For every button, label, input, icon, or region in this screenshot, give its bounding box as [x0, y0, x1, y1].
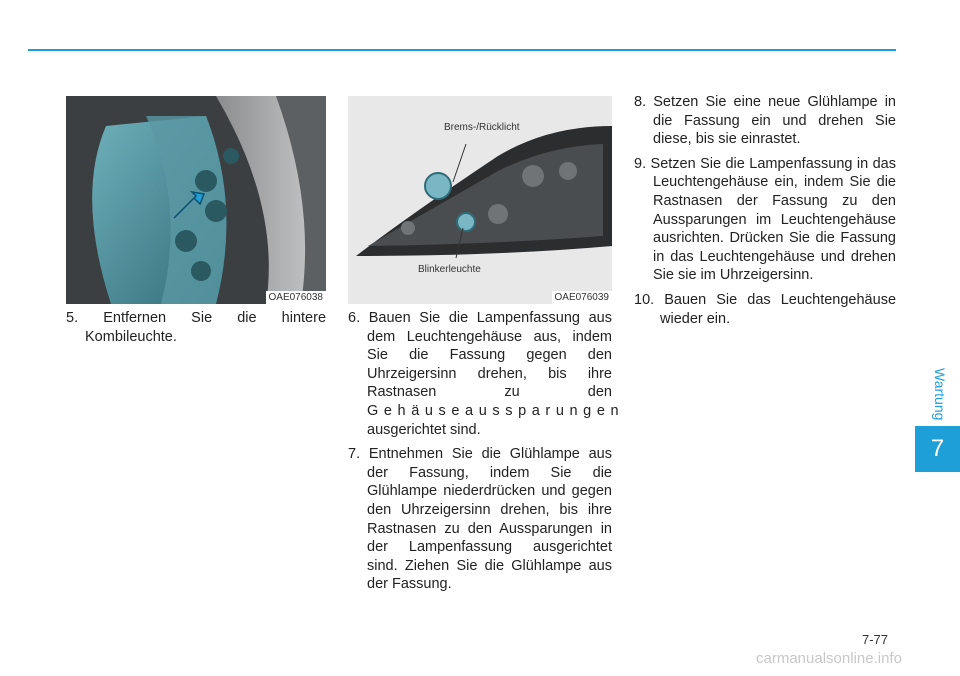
step-number: 10. — [634, 291, 655, 308]
figure-code: OAE076038 — [266, 291, 327, 304]
step-5 — [66, 309, 326, 346]
step-number: 5. — [66, 310, 79, 326]
step-text: Bauen Sie das Leuchtengehäuse wieder ein. — [660, 291, 897, 327]
step-8 — [634, 93, 896, 149]
step-9 — [634, 155, 896, 285]
callout-turn-signal: Blinkerleuchte — [418, 264, 481, 275]
rear-lamp-illustration — [66, 96, 326, 304]
step-10 — [634, 291, 896, 328]
step-number: 9. — [634, 155, 647, 172]
step-number: 8. — [634, 94, 647, 110]
step-number: 7. — [348, 446, 361, 463]
column-1 — [66, 309, 326, 352]
section-side-label: Wartung — [932, 367, 948, 421]
column-2 — [348, 309, 625, 600]
step-7 — [348, 445, 612, 594]
step-text: Bauen Sie die Lampenfassung aus dem Leuchtengehäuse aus, indem Sie die Fassung gegen den Uhrzeigersinn drehen, bis ihre Rastnasen zu den — [367, 310, 612, 401]
step-text: Entnehmen Sie die Glühlampe aus der Fassung, indem Sie die Glühlampe niederdrücken und gegen den Uhrzeigersinn drehen, bis ihre Rastnasen zu den Aussparungen in der Lampenfassung ausgerichtet sind. Ziehen Sie die Glühlampe aus der Fassung. — [367, 446, 613, 593]
footer-watermark: carmanualsonline.info — [756, 650, 902, 667]
figure-lamp-housing — [348, 96, 612, 304]
step-6 — [348, 309, 625, 439]
callout-brake-tail: Brems-/Rücklicht — [444, 122, 520, 133]
step-text-spaced: Gehäuseaussparungen — [367, 402, 625, 419]
page-number: 7-77 — [862, 632, 889, 647]
chapter-tab: 7 — [915, 426, 960, 472]
step-text: Entfernen Sie die hintere Kombileuchte. — [85, 310, 327, 345]
figure-rear-lamp — [66, 96, 326, 304]
column-3 — [634, 93, 896, 334]
step-number: 6. — [348, 310, 361, 326]
header-rule — [28, 49, 896, 51]
figure-code: OAE076039 — [552, 291, 613, 304]
step-text: Setzen Sie eine neue Glühlampe in die Fassung ein und drehen Sie diese, bis sie einrastet. — [653, 94, 896, 148]
step-text: Setzen Sie die Lampenfassung in das Leuchtengehäuse ein, indem Sie die Rastnasen der Fassung zu den Aussparungen im Leuchtengehäuse ausrichten. Drücken Sie die Fassung in das Leuchtengehäuse und drehen Sie sie im Uhrzeigersinn. — [650, 155, 896, 284]
step-text: ausgerichtet sind. — [367, 421, 481, 438]
